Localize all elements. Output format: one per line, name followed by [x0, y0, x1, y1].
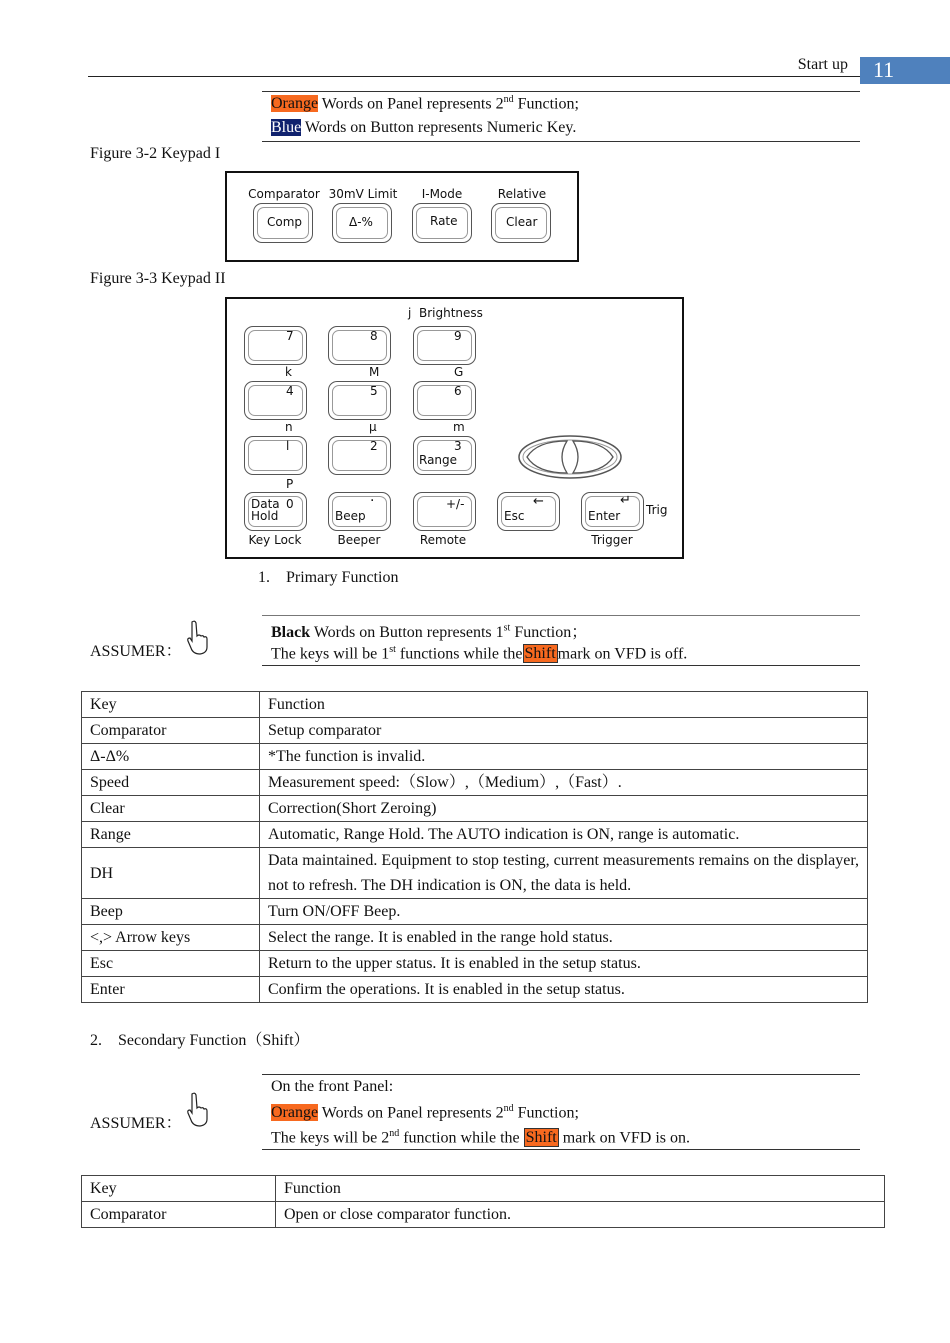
- orange-highlight: Orange: [271, 1104, 319, 1122]
- key-2[interactable]: 2: [328, 436, 391, 475]
- blue-highlight: Blue: [271, 119, 302, 136]
- orange-highlight: Orange: [271, 95, 319, 113]
- rate-button[interactable]: Rate: [412, 203, 472, 243]
- primary-note-line-1: Black Words on Button represents 1st Function；: [271, 622, 588, 641]
- enter-arrow-icon: ↵: [620, 493, 631, 508]
- m-upper-label: M: [369, 365, 380, 379]
- key-dot-beep[interactable]: · Beep: [328, 492, 391, 531]
- key-8[interactable]: 8: [328, 326, 391, 365]
- page-number: 11: [873, 57, 895, 82]
- shift-highlight: Shift: [525, 1129, 557, 1147]
- arrow-keys-icon[interactable]: [517, 434, 623, 480]
- table-row: Δ-Δ% *The function is invalid.: [82, 744, 868, 770]
- key-0-data-hold[interactable]: 0 Data Hold: [244, 492, 307, 531]
- delta-percent-button[interactable]: Δ-%: [332, 203, 392, 243]
- table-header-row: [82, 1176, 885, 1202]
- table-row: Clear Correction(Short Zeroing): [82, 796, 868, 822]
- note-rule-bottom: [262, 141, 860, 142]
- primary-note-rule-top: [262, 615, 860, 616]
- primary-note-line-2: The keys will be 1st functions while the Shift mark on VFD is off.: [271, 644, 688, 663]
- brightness-label: Brightness: [419, 306, 483, 320]
- trig-label: Trig: [646, 503, 668, 517]
- figure-3-3-caption: Figure 3-3 Keypad II: [90, 270, 226, 287]
- i-mode-label: I-Mode: [421, 187, 463, 201]
- key-1[interactable]: l: [244, 436, 307, 475]
- legend-line-blue: Blue Words on Button represents Numeric Key.: [271, 119, 577, 136]
- secondary-note-line-2: Orange Words on Panel represents 2nd Function;: [271, 1103, 579, 1122]
- keypad-2-panel: [225, 297, 684, 559]
- header-key: Key: [82, 692, 260, 718]
- key-lock-label: Key Lock: [248, 533, 302, 547]
- p-label: P: [286, 477, 294, 491]
- micro-label: μ: [369, 420, 377, 434]
- primary-note-rule-bottom: [262, 665, 860, 666]
- figure-3-2-caption: Figure 3-2 Keypad I: [90, 145, 221, 162]
- j-label: j: [408, 306, 412, 320]
- table-row: <,> Arrow keys Select the range. It is enabled in the range hold status.: [82, 925, 868, 951]
- key-4[interactable]: 4: [244, 381, 307, 420]
- secondary-function-table: [81, 1175, 885, 1228]
- comparator-label: Comparator: [248, 187, 320, 201]
- key-5[interactable]: 5: [328, 381, 391, 420]
- table-row: Beep Turn ON/OFF Beep.: [82, 899, 868, 925]
- table-row: Esc Return to the upper status. It is enabled in the setup status.: [82, 951, 868, 977]
- header-function: Function: [260, 692, 868, 718]
- table-row: Comparator Open or close comparator function.: [82, 1202, 885, 1228]
- table-row: Speed Measurement speed:（Slow）,（Medium）,（Fast）.: [82, 770, 868, 796]
- header-rule: [88, 76, 860, 77]
- remote-label: Remote: [419, 533, 467, 547]
- key-3-range[interactable]: 3 Range: [413, 436, 476, 475]
- enter-button[interactable]: ↵ Enter: [581, 492, 644, 531]
- g-label: G: [454, 365, 464, 379]
- table-row: Range Automatic, Range Hold. The AUTO indication is ON, range is automatic.: [82, 822, 868, 848]
- primary-function-table: [81, 691, 868, 1003]
- key-6[interactable]: 6: [413, 381, 476, 420]
- secondary-note-line-1: On the front Panel:: [271, 1078, 394, 1095]
- table-row: DH Data maintained. Equipment to stop testing, current measurements remains on the displayer, not to refresh. The DH indication is ON, the data is held.: [82, 848, 868, 899]
- trigger-label: Trigger: [591, 533, 633, 547]
- table-row: Enter Confirm the operations. It is enabled in the setup status.: [82, 977, 868, 1003]
- pointing-hand-icon: [186, 620, 210, 656]
- beeper-label: Beeper: [337, 533, 381, 547]
- primary-function-heading: 1. Primary Function: [258, 569, 399, 586]
- esc-button[interactable]: ← Esc: [497, 492, 560, 531]
- legend-line-orange: Orange Words on Panel represents 2nd Function;: [271, 94, 579, 113]
- m-lower-label: m: [453, 420, 465, 434]
- pointing-hand-icon: [186, 1092, 210, 1128]
- assumer-label-2: ASSUMER：: [90, 1115, 182, 1132]
- secondary-note-rule-top: [262, 1074, 860, 1075]
- k-label: k: [285, 365, 292, 379]
- n-label: n: [285, 420, 293, 434]
- header-function: Function: [276, 1176, 885, 1202]
- clear-button[interactable]: Clear: [491, 203, 551, 243]
- section-label: Start up: [797, 56, 848, 73]
- secondary-note-line-3: The keys will be 2nd function while the Shift mark on VFD is on.: [271, 1128, 691, 1147]
- key-plus-minus[interactable]: +/-: [413, 492, 476, 531]
- secondary-function-heading: 2. Secondary Function（Shift）: [90, 1032, 310, 1049]
- key-9[interactable]: 9: [413, 326, 476, 365]
- table-row: Comparator Setup comparator: [82, 718, 868, 744]
- note-rule-top: [262, 91, 860, 92]
- secondary-note-rule-bottom: [262, 1149, 860, 1150]
- shift-highlight: Shift: [524, 645, 556, 663]
- left-arrow-small-icon: ←: [533, 494, 544, 509]
- key-7[interactable]: 7: [244, 326, 307, 365]
- 30mv-limit-label: 30mV Limit: [328, 187, 398, 201]
- header-key: Key: [82, 1176, 276, 1202]
- table-header-row: [82, 692, 868, 718]
- relative-label: Relative: [497, 187, 547, 201]
- keypad-1-panel: [225, 171, 579, 262]
- assumer-label-1: ASSUMER：: [90, 643, 182, 660]
- comp-button[interactable]: Comp: [253, 203, 313, 243]
